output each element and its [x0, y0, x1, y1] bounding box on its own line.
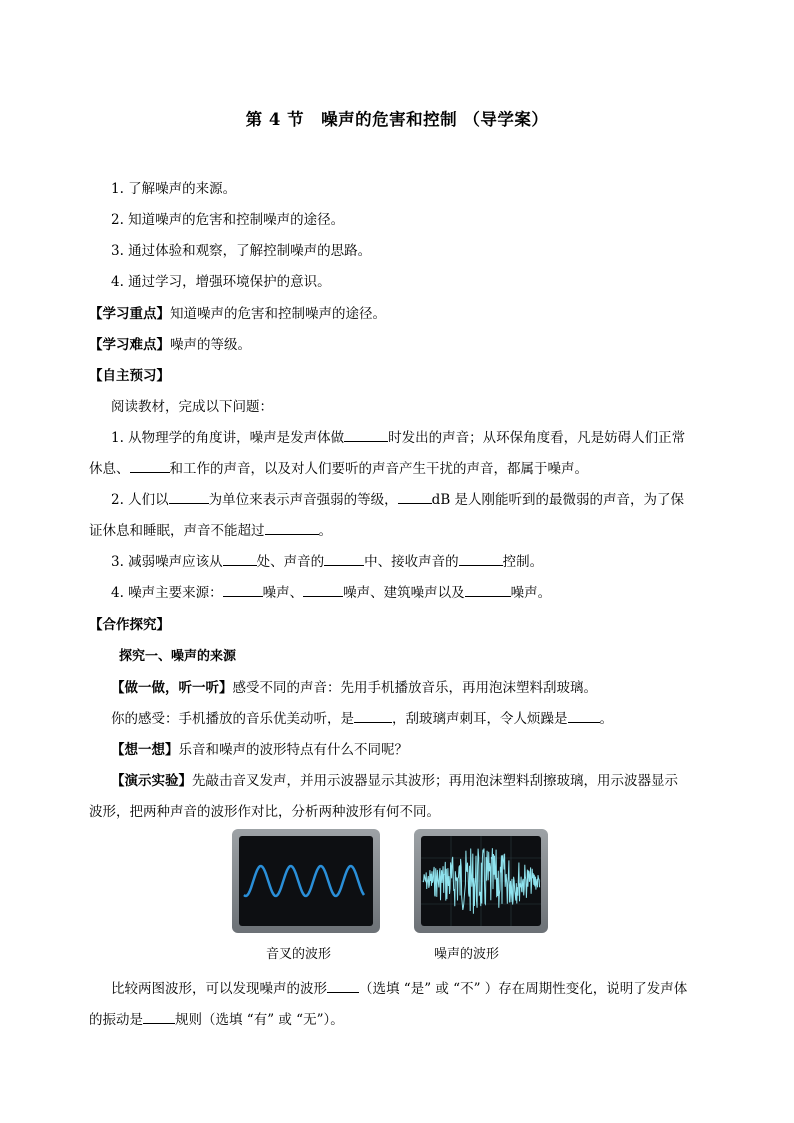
compare-line-2 — [89, 1008, 344, 1028]
think-text: 乐音和噪声的波形特点有什么不同呢？ — [178, 742, 408, 758]
q3-text-a: 3. 减弱噪声应该从 — [111, 554, 223, 570]
q4-text-c: 噪声、建筑噪声以及 — [343, 585, 465, 601]
demo-tag: 【演示实验】 — [111, 773, 192, 789]
feeling-text-c: 。 — [599, 711, 613, 727]
feeling-line — [111, 707, 613, 727]
compare-blank-1[interactable] — [327, 978, 359, 993]
objective-3: 3. 通过体验和观察，了解控制噪声的思路。 — [111, 243, 372, 259]
page-title: 第 4 节 噪声的危害和控制 （导学案） — [245, 110, 549, 129]
q2-blank-1[interactable] — [169, 489, 209, 504]
q2-blank-2[interactable] — [398, 489, 432, 504]
objective-1: 1. 了解噪声的来源。 — [111, 181, 237, 197]
q4-text-d: 噪声。 — [510, 585, 552, 601]
question-2-line-1 — [111, 488, 684, 508]
objective-2: 2. 知道噪声的危害和控制噪声的途径。 — [111, 212, 345, 228]
do-listen — [111, 676, 597, 696]
q1-text-b: 时发出的声音；从环保角度看，凡是妨碍人们正常 — [388, 430, 686, 446]
compare-line-1 — [111, 977, 687, 997]
q4-blank-1[interactable] — [223, 582, 263, 597]
key-point — [89, 302, 386, 322]
key-point-text: 知道噪声的危害和控制噪声的途径。 — [170, 306, 386, 322]
feeling-blank-2[interactable] — [568, 708, 600, 723]
q3-blank-3[interactable] — [459, 551, 503, 566]
caption-noise: 噪声的波形 — [434, 947, 500, 962]
q1-text-d: 和工作的声音，以及对人们要听的声音产生干扰的声音，都属于噪声。 — [169, 461, 588, 477]
question-1-line-2 — [89, 457, 588, 477]
feeling-text-b: ，刮玻璃声刺耳，令人烦躁是 — [392, 711, 568, 727]
do-listen-text: 感受不同的声音：先用手机播放音乐，再用泡沫塑料刮玻璃。 — [232, 680, 597, 696]
q1-text-a: 1. 从物理学的角度讲，噪声是发声体做 — [111, 430, 345, 446]
difficulty — [89, 333, 251, 353]
caption-tuning-fork: 音叉的波形 — [266, 947, 332, 962]
compare-text-c: 的振动是 — [89, 1012, 143, 1028]
q4-text-a: 4. 噪声主要来源： — [111, 585, 223, 601]
question-4 — [111, 581, 551, 601]
sine-wave-icon — [232, 829, 380, 933]
q3-text-d: 控制。 — [502, 554, 544, 570]
q2-text-d: 证休息和睡眠，声音不能超过 — [89, 523, 265, 539]
q2-text-b: 为单位来表示声音强弱的等级， — [208, 492, 398, 508]
question-2-line-2 — [89, 519, 332, 539]
difficulty-tag: 【学习难点】 — [89, 337, 170, 353]
q1-text-c: 休息、 — [89, 461, 130, 477]
q2-text-e: 。 — [318, 523, 332, 539]
q3-blank-1[interactable] — [223, 551, 257, 566]
compare-blank-2[interactable] — [143, 1009, 175, 1024]
tuning-fork-oscilloscope — [232, 829, 380, 933]
q2-blank-3[interactable] — [265, 520, 319, 535]
q3-blank-2[interactable] — [324, 551, 364, 566]
explore-sub-1: 探究一、噪声的来源 — [119, 649, 237, 664]
question-3 — [111, 550, 543, 570]
compare-text-d: 规则（选填 “有” 或 “无”）。 — [175, 1012, 344, 1028]
do-listen-tag: 【做一做，听一听】 — [111, 680, 233, 696]
q2-text-a: 2. 人们以 — [111, 492, 169, 508]
difficulty-text: 噪声的等级。 — [170, 337, 251, 353]
key-point-tag: 【学习重点】 — [89, 306, 170, 322]
compare-text-b: （选填 “是” 或 “不” ）存在周期性变化，说明了发声体 — [359, 981, 688, 997]
demo-line-1 — [111, 769, 678, 789]
q2-text-c: dB 是人刚能听到的最微弱的声音，为了保 — [431, 492, 685, 508]
q4-text-b: 噪声、 — [262, 585, 304, 601]
q1-blank-2[interactable] — [130, 458, 170, 473]
feeling-text-a: 你的感受：手机播放的音乐优美动听，是 — [111, 711, 354, 727]
feeling-blank-1[interactable] — [354, 708, 392, 723]
noise-wave-icon — [414, 829, 548, 933]
demo-line-2: 波形，把两种声音的波形作对比，分析两种波形有何不同。 — [89, 804, 440, 820]
q4-blank-2[interactable] — [303, 582, 343, 597]
q4-blank-3[interactable] — [465, 582, 511, 597]
explore-heading: 【合作探究】 — [89, 617, 170, 633]
preview-intro: 阅读教材，完成以下问题： — [111, 399, 273, 415]
q3-text-b: 处、声音的 — [256, 554, 325, 570]
demo-text-1: 先敲击音叉发声，并用示波器显示其波形；再用泡沫塑料刮擦玻璃，用示波器显示 — [192, 773, 678, 789]
question-1-line-1 — [111, 426, 685, 446]
preview-heading: 【自主预习】 — [89, 368, 170, 384]
q1-blank-1[interactable] — [344, 427, 388, 442]
noise-oscilloscope — [414, 829, 548, 933]
objective-4: 4. 通过学习，增强环境保护的意识。 — [111, 274, 331, 290]
compare-text-a: 比较两图波形，可以发现噪声的波形 — [111, 981, 327, 997]
think-line — [111, 738, 408, 758]
think-tag: 【想一想】 — [111, 742, 179, 758]
q3-text-c: 中、接收声音的 — [364, 554, 459, 570]
